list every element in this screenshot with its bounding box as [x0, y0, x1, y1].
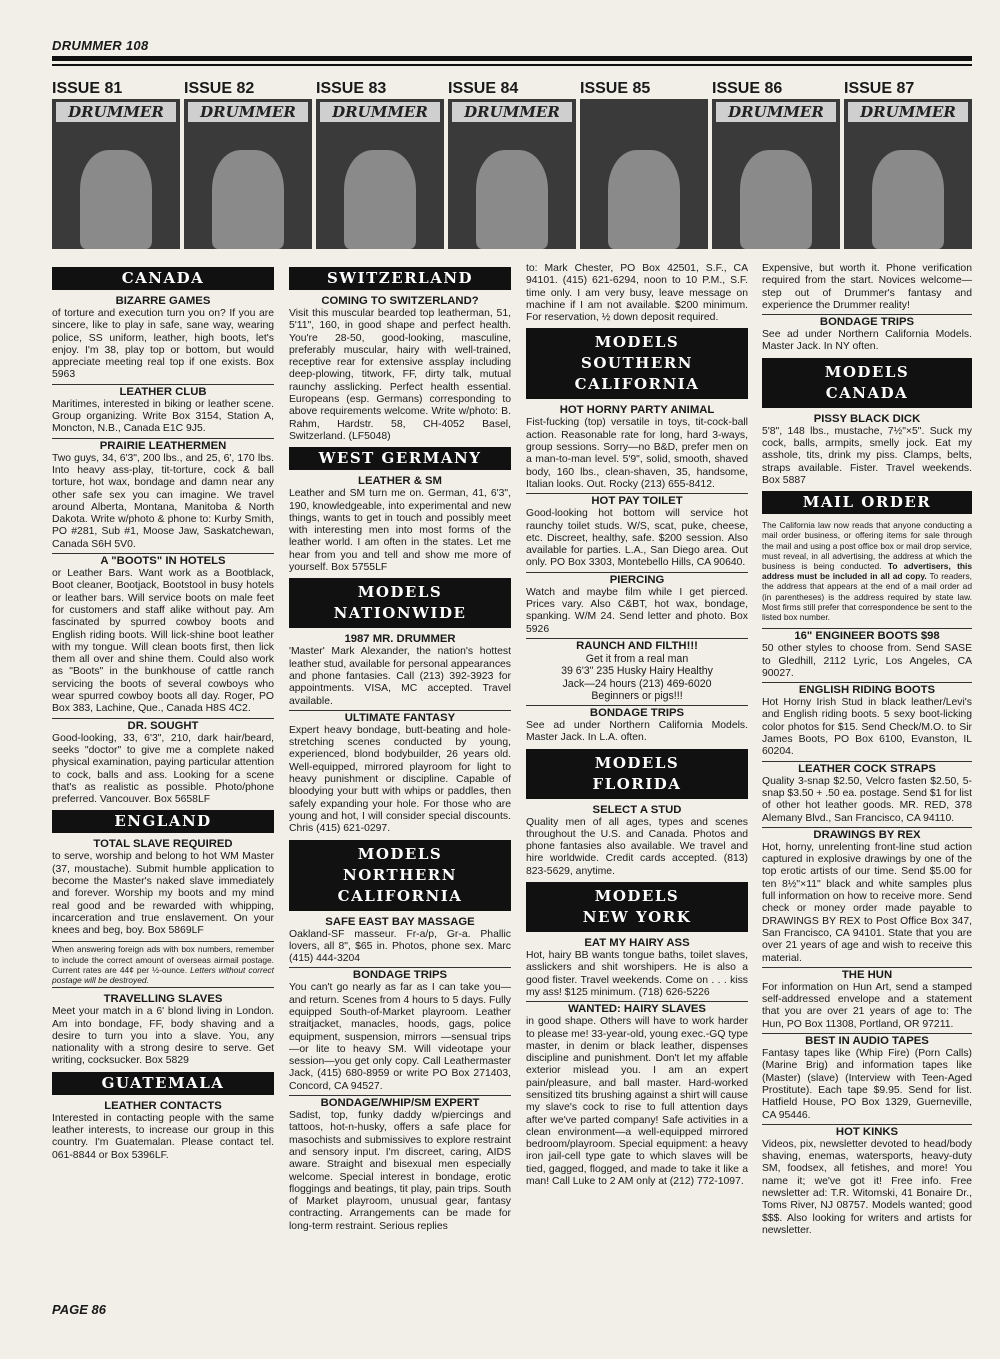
ad-body: For information on Hun Art, send a stamped self-addressed envelope and a statement that you are over 21 years of age to: The Hun, PO Box 11308, Portland, OR 97211. — [762, 981, 972, 1030]
page-number: PAGE 86 — [52, 1302, 106, 1317]
section-banner-models-florida — [526, 749, 748, 799]
cover-masthead: DRUMMER — [188, 102, 308, 122]
ad-title: THE HUN — [762, 967, 972, 982]
banner-line: MODELS — [594, 333, 680, 352]
section-banner-canada: CANADA — [52, 267, 274, 290]
banner-line: MODELS — [357, 844, 443, 863]
section-banner-models-nationwide — [289, 578, 511, 628]
ad-body: Sadist, top, funky daddy w/piercings and tattoos, hot-n-husky, offers a safe place for masochists and submissives to explore restraint and sensory input. I'm discreet, caring, AIDS aware. Straight and bisexual men especially welcome. Special interest in bondage, erotic floggings and beatings, tit play, pain trips. South of Market playroom, unusual gear, fantasy contracting. Arrangements can be made for long-term restraint. Serious replies — [289, 1110, 511, 1232]
mail-order-law-notice — [762, 518, 972, 624]
ad-body: See ad under Northern California Models. Master Jack. In NY often. — [762, 329, 972, 353]
ad-body: Hot, horny, unrelenting front-line stud action captured in explosive drawings by one of the top erotic artists of our time. Send $5.00 for ten 8½"×11" black and white samples plus full information on how to receive more. Send check or money order made payable to DRAWINGS BY REX to Post Office Box 347, San Francisco, CA 94101. State that you are over 21 years of age and wish to receive this material. — [762, 841, 972, 964]
section-banner-mail-order: MAIL ORDER — [762, 491, 972, 514]
cover-image — [712, 99, 840, 249]
issue-cover — [844, 80, 972, 252]
cover-figure — [476, 150, 548, 249]
ad-body: Two guys, 34, 6'3", 200 lbs., and 25, 6', 170 lbs. Into heavy ass-play, tit-torture, cock & ball torture, hot wax, bondage and damn near any other safe sex you can imagine. We travel around Alberta, Montana, Manitoba & North Dakota. Write w/photo & phone to: Kurby Smith, PO #281, Sub #1, Moose Jaw, Saskatchewan, Canada S6H 5V0. — [52, 452, 274, 550]
issue-cover — [316, 80, 444, 252]
cover-image — [844, 99, 972, 249]
banner-line: MODELS — [357, 583, 443, 602]
ad-body: Good-looking hot bottom will service hot raunchy toilet studs. W/S, scat, puke, cheese, etc. Discreet, healthy, safe. $200 session. Also available for parties. L.A., San Diego area. Out only. PO Box 3303, Montebello Hills, CA 90640. — [526, 508, 748, 569]
ad-title: 1987 MR. DRUMMER — [344, 633, 456, 646]
issue-word: ISSUE — [52, 80, 101, 97]
ad-body: Visit this muscular bearded top leatherman, 51, 5'11", 160, in good shape and perfect health. You're 28-50, good-looking, masculine, preferably muscular, hairy with well-trained, receptive rear for extensive assplay including deep-plowing, titwork, FF, dirty talk, mutual raunchy asslicking. Perfect health essential. Europeans (esp. Germans) corresponding to above requirements welcome. Write w/photo: B. Rahm, Hardstr. 58, CH-4052 Basel, Switzerland. (LF5048) — [289, 308, 511, 442]
banner-line: NATIONWIDE — [333, 604, 467, 623]
ad-title: BONDAGE/WHIP/SM EXPERT — [289, 1095, 511, 1110]
ad-title: WANTED: HAIRY SLAVES — [526, 1001, 748, 1016]
banner-line: FLORIDA — [592, 774, 682, 793]
issue-cover — [52, 80, 180, 252]
ad-body: Good-looking, 33, 6'3", 210, dark hair/beard, seeks "doctor" to give me a complete naked physical examination, paying particular attention to cock, balls and ass. Looking for a scene that's as realistic as possible. Photo/phone preferred. Vancouver. Box 5658LF — [52, 732, 274, 806]
header-rule — [52, 56, 972, 61]
cover-figure — [740, 150, 812, 249]
cover-figure — [344, 150, 416, 249]
ad-title: ENGLISH RIDING BOOTS — [762, 682, 972, 697]
issue-number: 87 — [896, 80, 915, 97]
ad-title: PIERCING — [526, 572, 748, 587]
issue-label — [448, 80, 576, 97]
ad-title: BIZARRE GAMES — [115, 295, 211, 307]
issue-label — [184, 80, 312, 97]
cover-strip — [52, 80, 972, 252]
cover-figure — [80, 150, 152, 249]
banner-line: MODELS — [594, 753, 680, 772]
issue-label — [316, 80, 444, 97]
ad-body-continued: Expensive, but worth it. Phone verification required from the start. Novices welcome—step out of Drummer's fantasy and experience the Drummer reality! — [762, 263, 972, 311]
ad-body-continued: to: Mark Chester, PO Box 42501, S.F., CA 94101. (415) 621-6294, noon to 10 P.M., S.F. time only. I am very busy, leave message on machine if I am not available. $200 minimum. For reservation, ½ down deposit required. — [526, 263, 748, 324]
cover-image — [448, 99, 576, 249]
ad-body: Hot, hairy BB wants tongue baths, toilet slaves, asslickers and shit worshipers. He is also a good fister. Travel weekends. Come on . . . kiss my ass! $125 minimum. (718) 626-5226 — [526, 950, 748, 998]
ad-title: HOT HORNY PARTY ANIMAL — [559, 404, 715, 417]
ad-body: See ad under Northern California Models. Master Jack. In L.A. often. — [526, 719, 748, 744]
cover-image — [52, 99, 180, 249]
issue-number: 83 — [368, 80, 387, 97]
issue-word: ISSUE — [184, 80, 233, 97]
ad-title: PISSY BLACK DICK — [813, 412, 921, 425]
section-banner-england: ENGLAND — [52, 810, 274, 833]
ad-body: Quality men of all ages, types and scenes throughout the U.S. and Canada. Photos and phone fantasies also available. We travel and hire worldwide. Credit cards accepted. (813) 823-5629, anytime. — [526, 816, 748, 877]
issue-word: ISSUE — [448, 80, 497, 97]
ad-line: Jack—24 hours (213) 469-6020 — [562, 677, 712, 690]
ad-title: PRAIRIE LEATHERMEN — [52, 438, 274, 453]
banner-line: SOUTHERN — [581, 354, 693, 373]
issue-label — [52, 80, 180, 97]
ad-title: HOT KINKS — [762, 1124, 972, 1139]
ad-title: 16" ENGINEER BOOTS $98 — [762, 628, 972, 643]
ad-title: LEATHER COCK STRAPS — [762, 761, 972, 776]
ad-title: BEST IN AUDIO TAPES — [762, 1033, 972, 1048]
ad-body: 5'8", 148 lbs., mustache, 7½"×5". Suck my cock, balls, armpits, smelly jock. Eat my asshole, tits, drink my piss. Clamps, belts, straps available. Fister. Travel weekends. Box 5887 — [762, 425, 972, 486]
issue-label — [844, 80, 972, 97]
banner-line: MODELS — [594, 887, 680, 906]
issue-number: 81 — [104, 80, 123, 97]
cover-masthead: DRUMMER — [848, 102, 968, 122]
cover-figure — [212, 150, 284, 249]
ad-body: Watch and maybe film while I get pierced. Prices vary. Also C&BT, hot wax, bondage, spanking. W/M 24. Send letter and photo. Box 5926 — [526, 586, 748, 635]
ad-title: LEATHER CLUB — [52, 384, 274, 399]
ad-line: 39 6'3" 235 Husky Hairy Healthy — [561, 665, 713, 678]
ad-title: TRAVELLING SLAVES — [103, 993, 223, 1006]
ad-body: in good shape. Others will have to work harder to please me! 33-year-old, young exec.-GQ type master, in denim or black leather, dispenses discipline and punishment. Don't let my affable exterior mislead you. I am an expert pain/pleasure, and ball master. Hard-worked sensitized tits brushing against a shirt will cause my slave's cock to rise to full attention days after we've parted company! Safe activities in a clean environment—a well-equipped mirrored bedroom/playroom. Special equipment: a heavy iron jail-cell type gate to which slaves will be tied, gagged, flogged, and made to take it like a man! Call Luke to 2 AM only at (212) 772-1097. — [526, 1016, 748, 1188]
issue-number: 85 — [632, 80, 651, 97]
ad-title: A "BOOTS" IN HOTELS — [52, 553, 274, 568]
ad-body-centered — [526, 653, 748, 703]
ad-title: DRAWINGS BY REX — [762, 827, 972, 842]
ad-title: COMING TO SWITZERLAND? — [321, 295, 479, 307]
issue-number: 84 — [500, 80, 519, 97]
header-rule-thin — [52, 64, 972, 66]
ad-body: Fist-fucking (top) versatile in toys, tit-cock-ball action. Reasonable rate for long, hard 3-ways, group sessions. Sorry—no B&D, prefer men on a man-to-man level. 5'9", solid, smooth, shaved body, 160 lbs., clean-shaven, 35, handsome, Italian looks. Out. Rocky (213) 655-8412. — [526, 417, 748, 490]
cover-image — [580, 99, 708, 249]
banner-line: NEW YORK — [582, 908, 692, 927]
section-banner-models-canada — [762, 358, 972, 408]
notice-text: To readers, the address that appears at the end of a mail order ad (in parentheses) is the address required by state law. Most firms still prefer that correspondence be sent to the listed box number. — [762, 571, 972, 623]
ad-title: BONDAGE TRIPS — [526, 705, 748, 720]
running-head: DRUMMER 108 — [52, 38, 149, 53]
notice-text: The California law now reads that anyone conducting a mail order business, or offering items for sale through the mail and using a post office box or mail drop service, must reveal, in all advertising, the address at which the business is being conducted. — [762, 520, 972, 572]
ad-body: Maritimes, interested in biking or leather scene. Group organizing. Write Box 3154, Station A, Moncton, N.B., Canada E1C 9J5. — [52, 398, 274, 435]
banner-line: MODELS — [824, 362, 910, 381]
ad-body: Oakland-SF masseur. Fr-a/p, Gr-a. Phallic lovers, all 8", $65 in. Photos, phone sex. Marc (415) 444-3204 — [289, 928, 511, 965]
ad-title: BONDAGE TRIPS — [762, 314, 972, 329]
ad-line: Beginners or pigs!!! — [591, 690, 683, 703]
column-3 — [526, 263, 748, 1190]
section-banner-models-new-york — [526, 882, 748, 932]
ad-title: ULTIMATE FANTASY — [289, 710, 511, 725]
notice-bold-text: To advertisers, this address must be included in all ad copy. — [762, 561, 972, 582]
cover-masthead: DRUMMER — [716, 102, 836, 122]
ad-body: or Leather Bars. Want work as a Bootblack, Boot cleaner, Bootjack, Bootstool in busy hotels or leather bars. Will service boots on male feet for customers and staff alike without pay. Am fascinated by spurred cowboy boots and English riding boots. Will lick-shine boot leather with my tongue. Will clean boots first, then lick them all over and shine them. Could also work as "Boots" in the bunkhouse of cattle ranch servicing the boots of several cowboys who wear spurred cowboy boots all day. Roger, PO Box 383, Lachine, Que., Canada H8S 4C2. — [52, 568, 274, 715]
issue-label — [580, 80, 708, 97]
ad-title: BONDAGE TRIPS — [289, 967, 511, 982]
issue-word: ISSUE — [712, 80, 761, 97]
ad-body: Quality 3-snap $2.50, Velcro fasten $2.50, 5-snap $3.50 + .50 ea. postage. Send $1 for list of other hot leather goods. MR. RED, 378 Alemany Blvd., San Francisco, CA 94110. — [762, 775, 972, 824]
section-banner-west-germany: WEST GERMANY — [289, 447, 511, 470]
cover-masthead: DRUMMER — [452, 102, 572, 122]
postage-notice-warning: Letters without correct postage will be destroyed. — [52, 964, 274, 986]
issue-cover — [712, 80, 840, 252]
issue-word: ISSUE — [316, 80, 365, 97]
cover-image — [316, 99, 444, 249]
section-banner-switzerland: SWITZERLAND — [289, 267, 511, 290]
issue-number: 82 — [236, 80, 255, 97]
banner-line: CALIFORNIA — [337, 886, 463, 905]
postage-notice — [52, 941, 274, 988]
ad-body: You can't go nearly as far as I can take you—and return. Scenes from 4 hours to 5 days. Fully equipped South-of-Market playroom. Leather straitjacket, manacles, hoods, gags, police equipment, suspension, mirrors —sensual trips—or lite to heavy SM. Will videotape your session—you get only copy. Call Leathermaster Jack, (415) 680-8959 or write PO Box 271403, Concord, CA 94527. — [289, 982, 511, 1092]
ad-title: RAUNCH AND FILTH!!! — [526, 638, 748, 653]
banner-line: CANADA — [825, 383, 909, 402]
cover-masthead: DRUMMER — [56, 102, 176, 122]
ad-title: HOT PAY TOILET — [526, 493, 748, 508]
ad-body: 'Master' Mark Alexander, the nation's hottest leather stud, available for personal appearances and phone fantasies. Call (213) 392-3923 for appointments. VISA, MC accepted. Travel available. — [289, 646, 511, 707]
cover-figure — [608, 150, 680, 249]
postage-notice-text: When answering foreign ads with box numbers, remember to include the correct amount of overseas airmail postage. Current rates are 44¢ per ½-ounce. — [52, 944, 274, 975]
ad-title: LEATHER & SM — [358, 475, 442, 488]
ad-title: LEATHER CONTACTS — [104, 1099, 222, 1112]
section-banner-models-southern-california — [526, 328, 748, 399]
ad-body: 50 other styles to choose from. Send SASE to Gledhill, 2112 Lyric, Los Angeles, CA 90027. — [762, 643, 972, 679]
ad-title: SAFE EAST BAY MASSAGE — [325, 915, 475, 928]
banner-line: NORTHERN — [343, 865, 457, 884]
banner-line: CALIFORNIA — [574, 375, 700, 394]
issue-cover — [580, 80, 708, 252]
issue-label — [712, 80, 840, 97]
ad-body: Leather and SM turn me on. German, 41, 6'3", 190, knowledgeable, into experimental and new things, wants to get in touch and possibly meet with interesting men into most forms of the leather world. I am often in the states. Let me hear from you and tell and show me more of yourself. Box 5755LF — [289, 488, 511, 574]
issue-word: ISSUE — [844, 80, 893, 97]
ad-body: to serve, worship and belong to hot WM Master (37, moustache). Submit humble application to become the Master's naked slave immediately and forever. Worship my boots and my mind real good and be rewarded with whipping, incarceration and true enslavement. On your knees and beg, boy. Box 5869LF — [52, 851, 274, 937]
column-2 — [289, 263, 511, 1235]
cover-masthead: DRUMMER — [320, 102, 440, 122]
ad-line: Get it from a real man — [585, 652, 689, 665]
column-1 — [52, 263, 274, 1164]
column-4 — [762, 263, 972, 1239]
issue-cover — [448, 80, 576, 252]
issue-cover — [184, 80, 312, 252]
ad-title: SELECT A STUD — [592, 803, 682, 816]
ad-body: Interested in contacting people with the same leather interests, to increase our group in this country. I'm Guatemalan. Please contact tel. 061-8844 or Box 5396LF. — [52, 1112, 274, 1161]
ad-body: of torture and execution turn you on? If you are sincere, like to play in safe, sane way, wearing police, SS uniform, leather, high boots, let's enjoy. I'm 38, play top or bottom, but would appreciate meeting real top if one exists. Box 5963 — [52, 308, 274, 381]
ad-body: Hot Horny Irish Stud in black leather/Levi's and English riding boots. 5 sexy boot-licking color photos for $15. Send Check/M.O. to Sir James Boots, PO Box 6100, Evanston, IL 60204. — [762, 697, 972, 758]
section-banner-models-northern-california — [289, 840, 511, 911]
section-banner-guatemala: GUATEMALA — [52, 1072, 274, 1095]
cover-figure — [872, 150, 944, 249]
issue-number: 86 — [764, 80, 783, 97]
ad-body: Videos, pix, newsletter devoted to head/body shaving, enemas, watersports, heavy-duty SM, foodsex, all fetishes, and more! You name it; we've got it! Free info. Free newsletter ad: T.R. Witomski, 41 Bonaire Dr., Toms River, NJ 08757. Models wanted; good $$$. Also looking for writers and artists for newsletter. — [762, 1138, 972, 1236]
ad-body: Fantasy tapes like (Whip Fire) (Porn Calls) (Marine Brig) and information tapes like (Master) (slave) (Interview with Teen-Aged Prostitute). Each tape $9.95. Send for list. Hatfield House, PO Box 1329, Guerneville, CA 95446. — [762, 1048, 972, 1121]
issue-word: ISSUE — [580, 80, 629, 97]
ad-body: Meet your match in a 6' blond living in London. Am into bondage, FF, body shaving and a desire to turn you into a slave. You, any nationality with a strong desire to serve. Get writing, cocksucker. Box 5829 — [52, 1006, 274, 1067]
ad-title: EAT MY HAIRY ASS — [584, 937, 690, 950]
ad-body: Expert heavy bondage, butt-beating and hole-stretching scenes conducted by young, experienced, blond bodybuilder, 26 years old. Well-equipped, mirrored playroom for light to heavy punishment or discipline. Capable of bloodying your butt with whips or paddles, then safely expanding your hole. For those who are young and hot, I will consider special discounts. Chris (415) 621-0297. — [289, 724, 511, 835]
cover-image — [184, 99, 312, 249]
ad-title: DR. SOUGHT — [52, 718, 274, 733]
ad-title: TOTAL SLAVE REQUIRED — [93, 838, 233, 851]
